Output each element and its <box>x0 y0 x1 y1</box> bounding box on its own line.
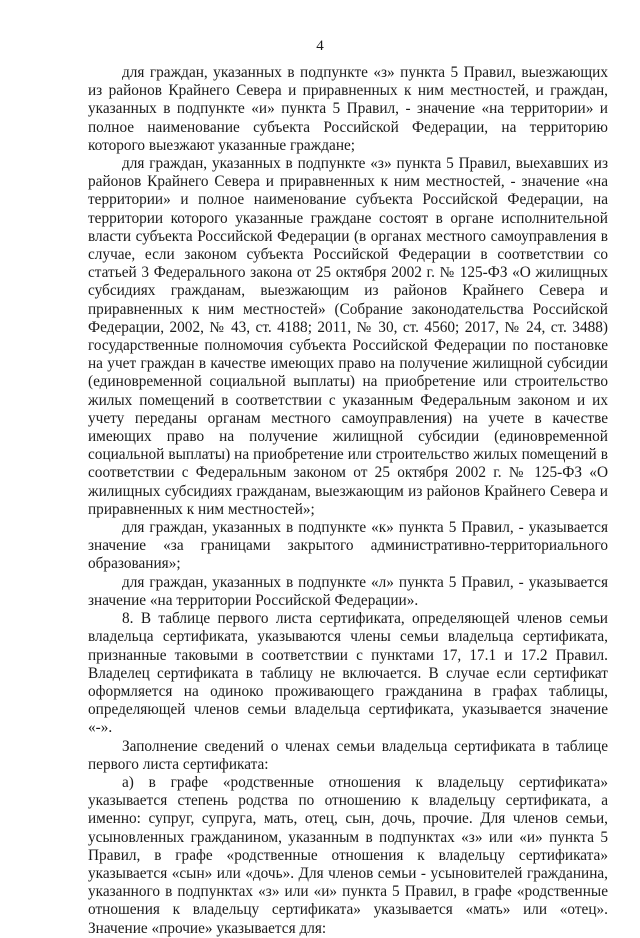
paragraph: Заполнение сведений о членах семьи владельца сертификата в таблице первого листа сертификата: <box>88 737 608 773</box>
paragraph: для граждан, указанных в подпункте «л» пункта 5 Правил, - указывается значение «на территории Российской Федерации». <box>88 573 608 609</box>
page-number: 4 <box>316 38 324 54</box>
paragraph: для граждан, указанных в подпункте «з» пункта 5 Правил, выехавших из районов Крайнего Севера и приравненных к ним местностей, - значение «на территории» и полное наименование субъекта Российской Федерации, на территории которого указанные граждане состоят в органе исполнительной власти субъекта Российской Федерации (в органах местного самоуправления в случае, если законом субъекта Российской Федерации в соответствии со статьей 3 Федерального закона от 25 октября 2002 г. № 125-ФЗ «О жилищных субсидиях гражданам, выезжающим из районов Крайнего Севера и приравненных к ним местностей» (Собрание законодательства Российской Федерации, 2002, № 43, ст. 4188; 2011, № 30, ст. 4560; 2017, № 24, ст. 3488) государственные полномочия субъекта Российской Федерации по постановке на учет граждан в качестве имеющих право на получение жилищной субсидии (единовременной социальной выплаты) на приобретение или строительство жилых помещений в соответствии с указанным Федеральным законом и их учету переданы органам местного самоуправления) на учете в качестве имеющих право на получение жилищной субсидии (единовременной социальной выплаты) на приобретение или строительство жилых помещений в соответствии с Федеральным законом от 25 октября 2002 г. № 125-ФЗ «О жилищных субсидиях гражданам, выезжающим из районов Крайнего Севера и приравненных к ним местностей»; <box>88 155 608 518</box>
document-body <box>88 64 608 938</box>
paragraph: 8. В таблице первого листа сертификата, определяющей членов семьи владельца сертификата, указываются члены семьи владельца сертификата, признанные таковыми в соответствии с пунктами 17, 17.1 и 17.2 Правил. Владелец сертификата в таблицу не включается. В случае если сертификат оформляется на одиноко проживающего гражданина в графах таблицы, определяющей членов семьи владельца сертификата, указывается значение «-». <box>88 610 608 737</box>
paragraph: для граждан, указанных в подпункте «з» пункта 5 Правил, выезжающих из районов Крайнего Севера и приравненных к ним местностей, и граждан, указанных в подпункте «и» пункта 5 Правил, - значение «на территории» и полное наименование субъекта Российской Федерации, на территорию которого выезжают указанные граждане; <box>88 64 608 154</box>
paragraph: для граждан, указанных в подпункте «к» пункта 5 Правил, - указывается значение «за границами закрытого административно-территориального образования»; <box>88 519 608 573</box>
paragraph: а) в графе «родственные отношения к владельцу сертификата» указывается степень родства по отношению к владельцу сертификата, а именно: супруг, супруга, мать, отец, сын, дочь, прочие. Для членов семьи, усыновленных гражданином, указанным в подпунктах «з» или «и» пункта 5 Правил, в графе «родственные отношения к владельцу сертификата» указывается «сын» или «дочь». Для членов семьи - усыновителей гражданина, указанного в подпунктах «з» или «и» пункта 5 Правил, в графе «родственные отношения к владельцу сертификата» указывается «мать» или «отец». Значение «прочие» указывается для: <box>88 773 608 937</box>
